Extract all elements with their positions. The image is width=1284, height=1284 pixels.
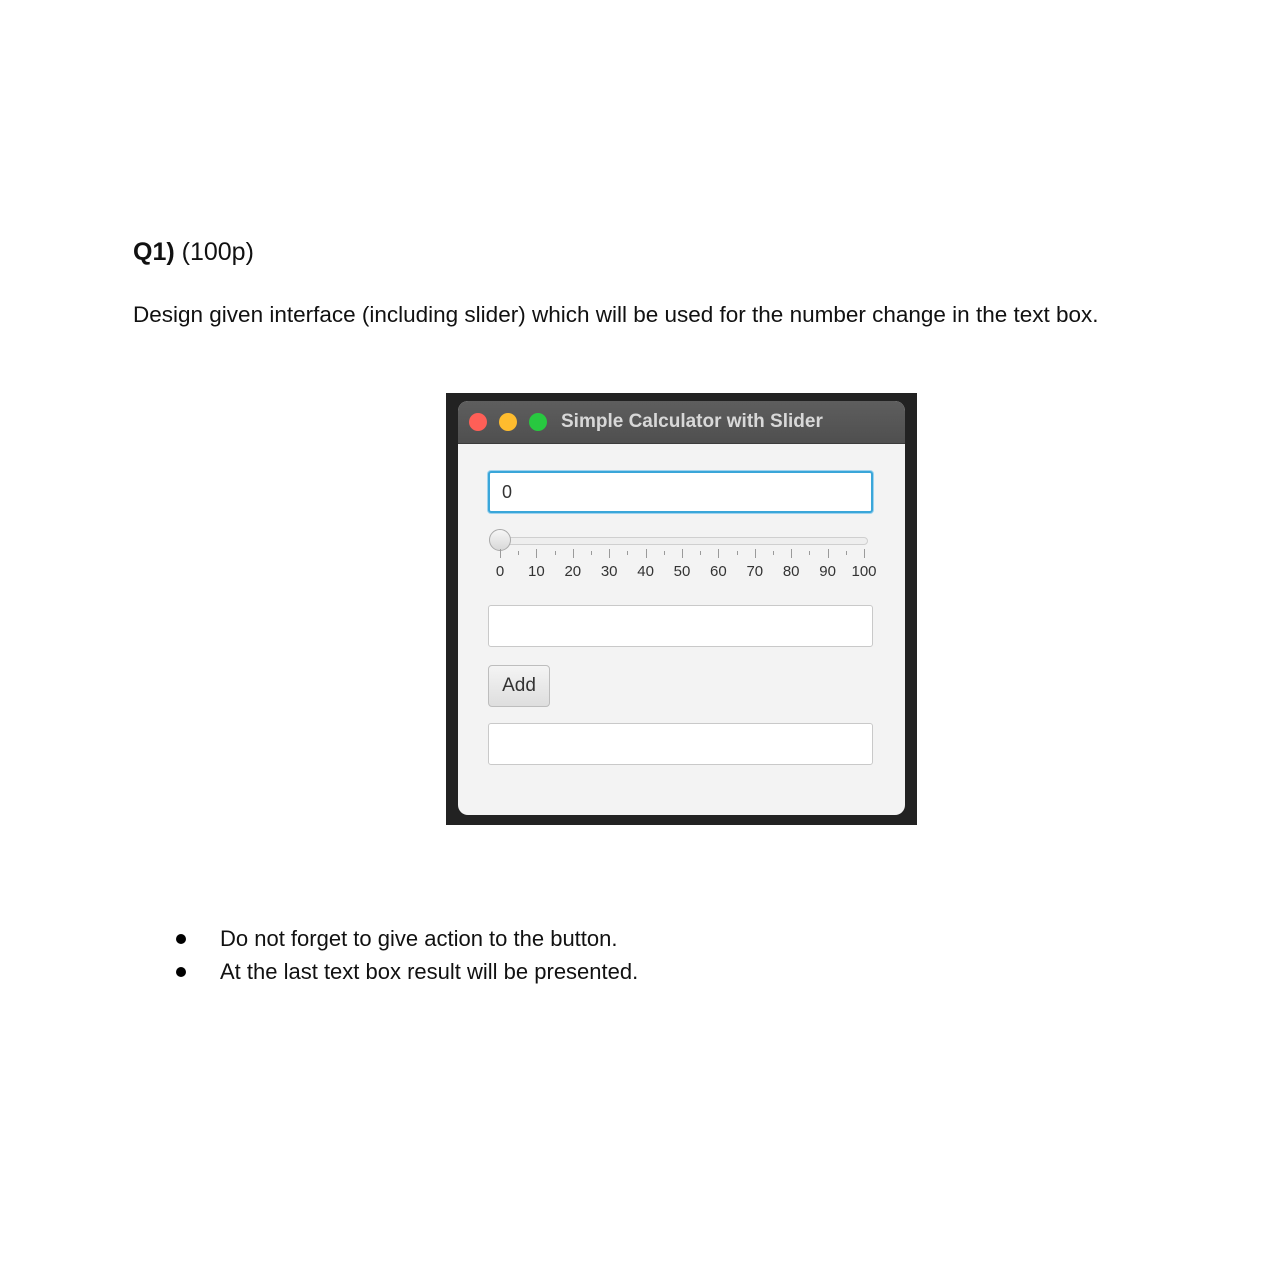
slider-minor-tick: [664, 551, 665, 555]
slider-major-tick: [864, 549, 865, 558]
slider-major-tick: [755, 549, 756, 558]
slider-major-tick: [536, 549, 537, 558]
instruction-item: [172, 922, 638, 955]
number-slider[interactable]: [488, 529, 878, 589]
slider-major-tick: [718, 549, 719, 558]
close-window-button[interactable]: [469, 413, 487, 431]
slider-minor-tick: [809, 551, 810, 555]
result-output-field[interactable]: [488, 723, 873, 765]
slider-tick-label: 50: [673, 563, 691, 580]
slider-major-tick: [791, 549, 792, 558]
slider-minor-tick: [737, 551, 738, 555]
slider-minor-tick: [591, 551, 592, 555]
instruction-text: At the last text box result will be presented.: [220, 959, 639, 984]
slider-major-tick: [646, 549, 647, 558]
slider-major-tick: [573, 549, 574, 558]
minimize-window-button[interactable]: [499, 413, 517, 431]
bullet-icon: [176, 967, 186, 977]
slider-tick-label: 90: [819, 563, 836, 580]
slider-major-tick: [500, 549, 501, 558]
add-button[interactable]: Add: [488, 665, 550, 707]
slider-minor-tick: [773, 551, 774, 555]
slider-thumb[interactable]: [489, 529, 511, 551]
title-bar: [458, 401, 905, 444]
slider-major-tick: [682, 549, 683, 558]
slider-tick-label: 100: [851, 563, 877, 580]
slider-minor-tick: [846, 551, 847, 555]
instruction-item: [172, 955, 638, 988]
slider-minor-tick: [700, 551, 701, 555]
bullet-icon: [176, 934, 186, 944]
question-description: Design given interface (including slider) which will be used for the number change in the text box.: [133, 302, 1099, 327]
window-title: Simple Calculator with Slider: [561, 411, 823, 432]
maximize-window-button[interactable]: [529, 413, 547, 431]
question-heading: [133, 238, 254, 267]
slider-tick-label: 30: [600, 563, 618, 580]
slider-tick-label: 20: [564, 563, 582, 580]
instruction-text: Do not forget to give action to the button.: [220, 926, 618, 951]
slider-major-tick: [828, 549, 829, 558]
slider-track[interactable]: [498, 537, 868, 545]
slider-tick-label: 80: [782, 563, 800, 580]
number-input[interactable]: [488, 471, 873, 513]
slider-tick-label: 10: [528, 563, 545, 580]
question-points: (100p): [181, 238, 254, 266]
slider-major-tick: [609, 549, 610, 558]
slider-tick-label: 0: [495, 563, 505, 580]
slider-tick-label: 60: [710, 563, 727, 580]
second-number-input[interactable]: [488, 605, 873, 647]
slider-tick-label: 40: [637, 563, 654, 580]
slider-minor-tick: [627, 551, 628, 555]
slider-tick-label: 70: [746, 563, 764, 580]
slider-minor-tick: [555, 551, 556, 555]
question-number: Q1): [133, 238, 175, 266]
app-window: [458, 401, 905, 815]
slider-minor-tick: [518, 551, 519, 555]
app-screenshot: [446, 393, 917, 825]
instruction-list: [172, 922, 638, 988]
